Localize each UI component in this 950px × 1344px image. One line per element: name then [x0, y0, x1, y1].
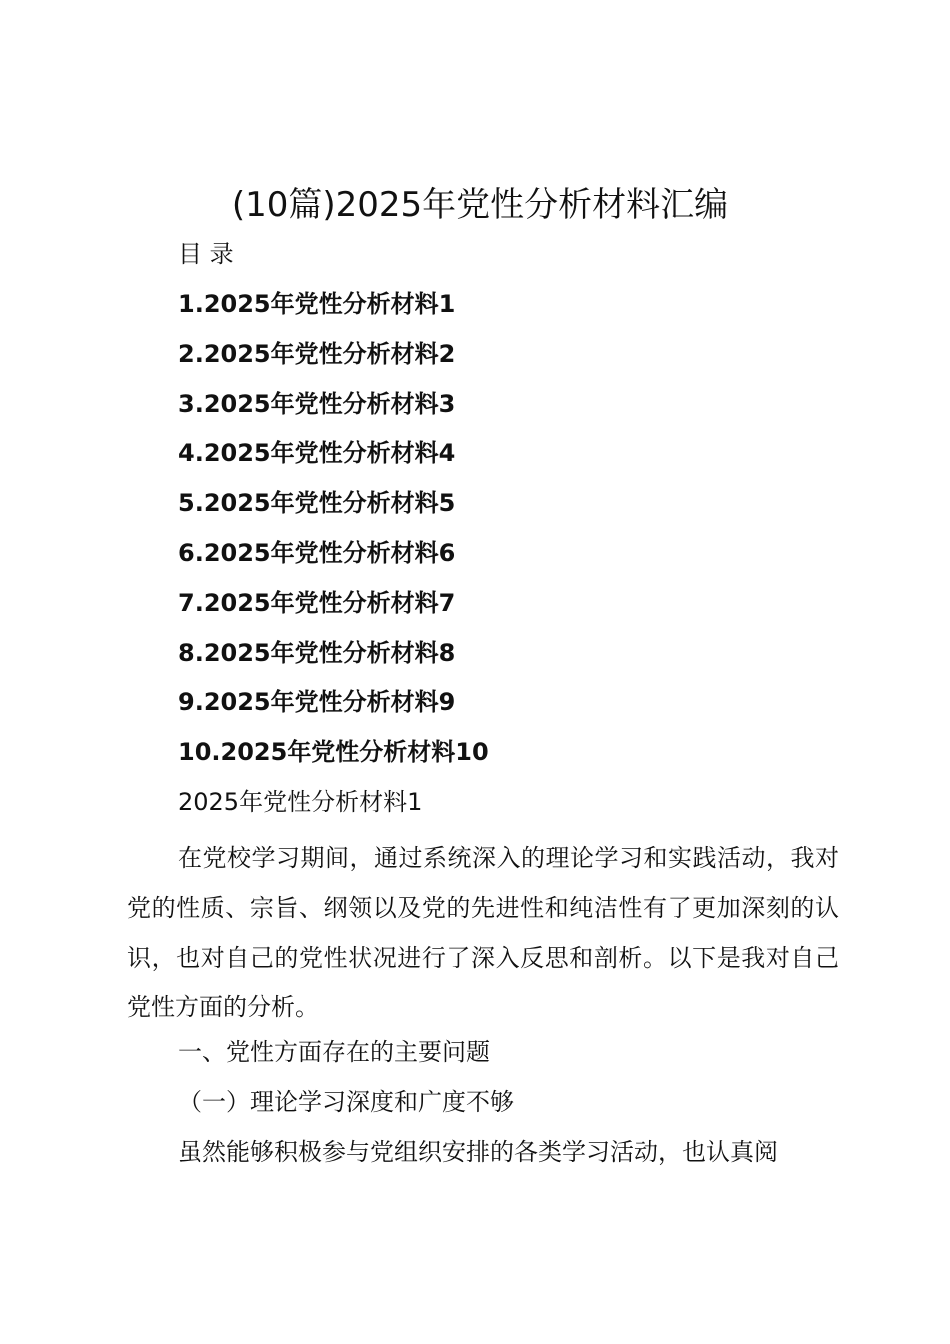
table-of-contents [178, 286, 489, 784]
document-title: (10篇)2025年党性分析材料汇编 [231, 185, 729, 225]
intro-paragraph: 在党校学习期间，通过系统深入的理论学习和实践活动，我对党的性质、宗旨、纲领以及党的先进性和纯洁性有了更加深刻的认识，也对自己的党性状况进行了深入反思和剖析。以下是我对自己党性方面的分析。 [127, 844, 839, 1022]
toc-item-5: 5.2025年党性分析材料5 [178, 489, 456, 518]
toc-heading: 目 录 [178, 240, 234, 268]
paragraph-start-line: 虽然能够积极参与党组织安排的各类学习活动，也认真阅 [178, 1138, 778, 1166]
toc-item-2: 2.2025年党性分析材料2 [178, 339, 456, 368]
toc-item-10: 10.2025年党性分析材料10 [178, 738, 489, 767]
subheading-theory-study: （一）理论学习深度和广度不够 [178, 1088, 514, 1116]
section-title: 2025年党性分析材料1 [178, 788, 423, 816]
toc-item-4: 4.2025年党性分析材料4 [178, 439, 456, 468]
toc-item-3: 3.2025年党性分析材料3 [178, 389, 456, 418]
toc-item-8: 8.2025年党性分析材料8 [178, 638, 456, 667]
toc-item-6: 6.2025年党性分析材料6 [178, 538, 456, 567]
toc-item-1: 1.2025年党性分析材料1 [178, 290, 456, 318]
toc-item-7: 7.2025年党性分析材料7 [178, 588, 456, 617]
heading-main-problems: 一、党性方面存在的主要问题 [178, 1038, 490, 1066]
toc-item-9: 9.2025年党性分析材料9 [178, 688, 456, 717]
